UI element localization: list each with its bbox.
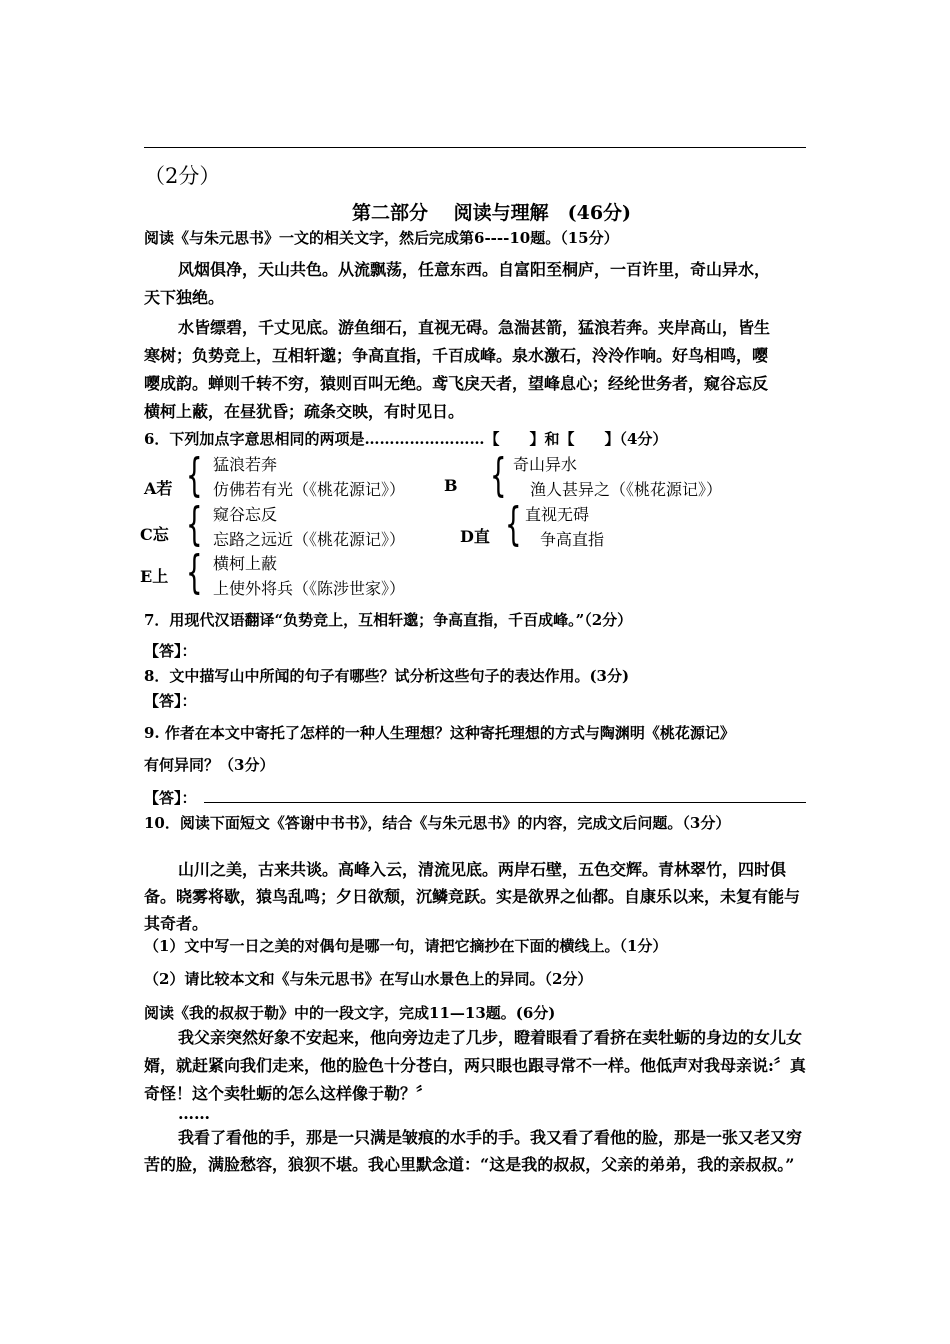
reading-intro-2: 阅读《我的叔叔于勒》中的一段文字，完成11—13题。(6分) <box>144 1004 556 1022</box>
q6-option-a-line1: 猛浪若奔 <box>213 455 278 474</box>
passage1-line: 天下独绝。 <box>144 288 225 307</box>
passage1-line: 风烟俱净，天山共色。从流飘荡，任意东西。自富阳至桐庐，一百许里，奇山异水， <box>178 260 771 279</box>
q10-passage: 山川之美，古来共谈。高峰入云，清流见底。两岸石壁，五色交辉。青林翠竹，四时俱备。晓雾将歇，猿鸟乱鸣；夕日欲颓，沉鳞竞跃。实是欲界之仙都。自康乐以来，未复有能与其奇者。 <box>144 860 801 933</box>
brace-icon: { <box>186 547 203 600</box>
passage2-p1: 我父亲突然好象不安起来，他向旁边走了几步，瞪着眼看了看挤在卖牡蛎的身边的女儿女婿，就赶紧向我们走来，他的脸色十分苍白，两只眼也跟寻常不一样。他低声对我母亲说:〞真奇怪！这个卖牡蛎的怎么这样像于勒？〞 <box>144 1028 806 1103</box>
q10-stem: 10．阅读下面短文《答谢中书书》，结合《与朱元思书》的内容，完成文后问题。（3分） <box>144 814 731 832</box>
q6-option-e-label: E上 <box>140 567 169 586</box>
q7-stem: 7．用现代汉语翻译“负势竞上，互相轩邈；争高直指，千百成峰。”（2分） <box>144 611 633 629</box>
q6-option-d-label: D直 <box>460 527 490 546</box>
reading-intro-1: 阅读《与朱元思书》一文的相关文字，然后完成第6----10题。（15分） <box>144 229 619 247</box>
q6-option-c-line2: 忘路之远近（《桃花源记》） <box>213 530 406 549</box>
top-rule <box>144 147 806 148</box>
q6-option-d-line2: 争高直指 <box>540 530 605 549</box>
q9-stem-line2: 有何异同？（3分） <box>144 756 275 774</box>
q6-option-b-line1: 奇山异水 <box>513 455 578 474</box>
passage1-line: 横柯上蔽，在昼犹昏；疏条交映，有时见日。 <box>144 402 465 421</box>
q9-stem-line1: 9. 作者在本文中寄托了怎样的一种人生理想？这种寄托理想的方式与陶渊明《桃花源记》 <box>144 724 735 742</box>
q7-answer-label: 【答】： <box>144 642 197 660</box>
q9-answer-line <box>204 802 806 803</box>
q6-stem: 6．下列加点字意思相同的两项是……………………【 】和【 】（4分） <box>144 430 668 448</box>
passage2-p2: 我看了看他的手，那是一只满是皱痕的水手的手。我又看了看他的脸，那是一张又老又穷苦的脸，满脸愁容，狼狈不堪。我心里默念道：“这是我的叔叔，父亲的弟弟，我的亲叔叔。” <box>144 1128 803 1174</box>
q6-option-c-line1: 窥谷忘反 <box>213 505 278 524</box>
q8-answer-label: 【答】： <box>144 692 197 710</box>
passage1-line: 水皆缥碧，千丈见底。游鱼细石，直视无碍。急湍甚箭，猛浪若奔。夹岸高山，皆生 <box>178 318 771 337</box>
passage1-line: 嘤成韵。蝉则千转不穷，猿则百叫无绝。鸢飞戾天者，望峰息心；经纶世务者，窥谷忘反 <box>144 374 769 393</box>
q6-option-e-line2: 上使外将兵（《陈涉世家》） <box>213 579 406 598</box>
q6-option-a-label: A若 <box>144 479 173 498</box>
q6-option-c-label: C忘 <box>140 525 169 544</box>
brace-icon: { <box>490 450 507 503</box>
q8-stem: 8．文中描写山中所闻的句子有哪些？试分析这些句子的表达作用。(3分) <box>144 667 630 685</box>
brace-icon: { <box>186 450 203 503</box>
section-title: 第二部分 阅读与理解 (46分) <box>352 202 632 224</box>
brace-icon: { <box>186 499 203 552</box>
passage1-line: 寒树；负势竞上，互相轩邈；争高直指，千百成峰。泉水激石，泠泠作响。好鸟相鸣，嘤 <box>144 346 769 365</box>
q6-option-b-label: B <box>444 476 458 495</box>
q6-option-a-line2: 仿佛若有光（《桃花源记》） <box>213 480 406 499</box>
q10-sub1: （1）文中写一日之美的对偶句是哪一句，请把它摘抄在下面的横线上。（1分） <box>144 937 668 955</box>
q6-option-d-line1: 直视无碍 <box>525 505 590 524</box>
brace-icon: { <box>505 499 522 552</box>
q6-option-e-line1: 横柯上蔽 <box>213 554 278 573</box>
q9-answer-label: 【答】： <box>144 789 197 807</box>
q10-sub2: （2）请比较本文和《与朱元思书》在写山水景色上的异同。（2分） <box>144 970 593 988</box>
q6-option-b-line2: 渔人甚异之（《桃花源记》） <box>530 480 723 499</box>
passage2-ellipsis: …… <box>178 1104 210 1123</box>
score-label: （2分） <box>144 164 221 188</box>
